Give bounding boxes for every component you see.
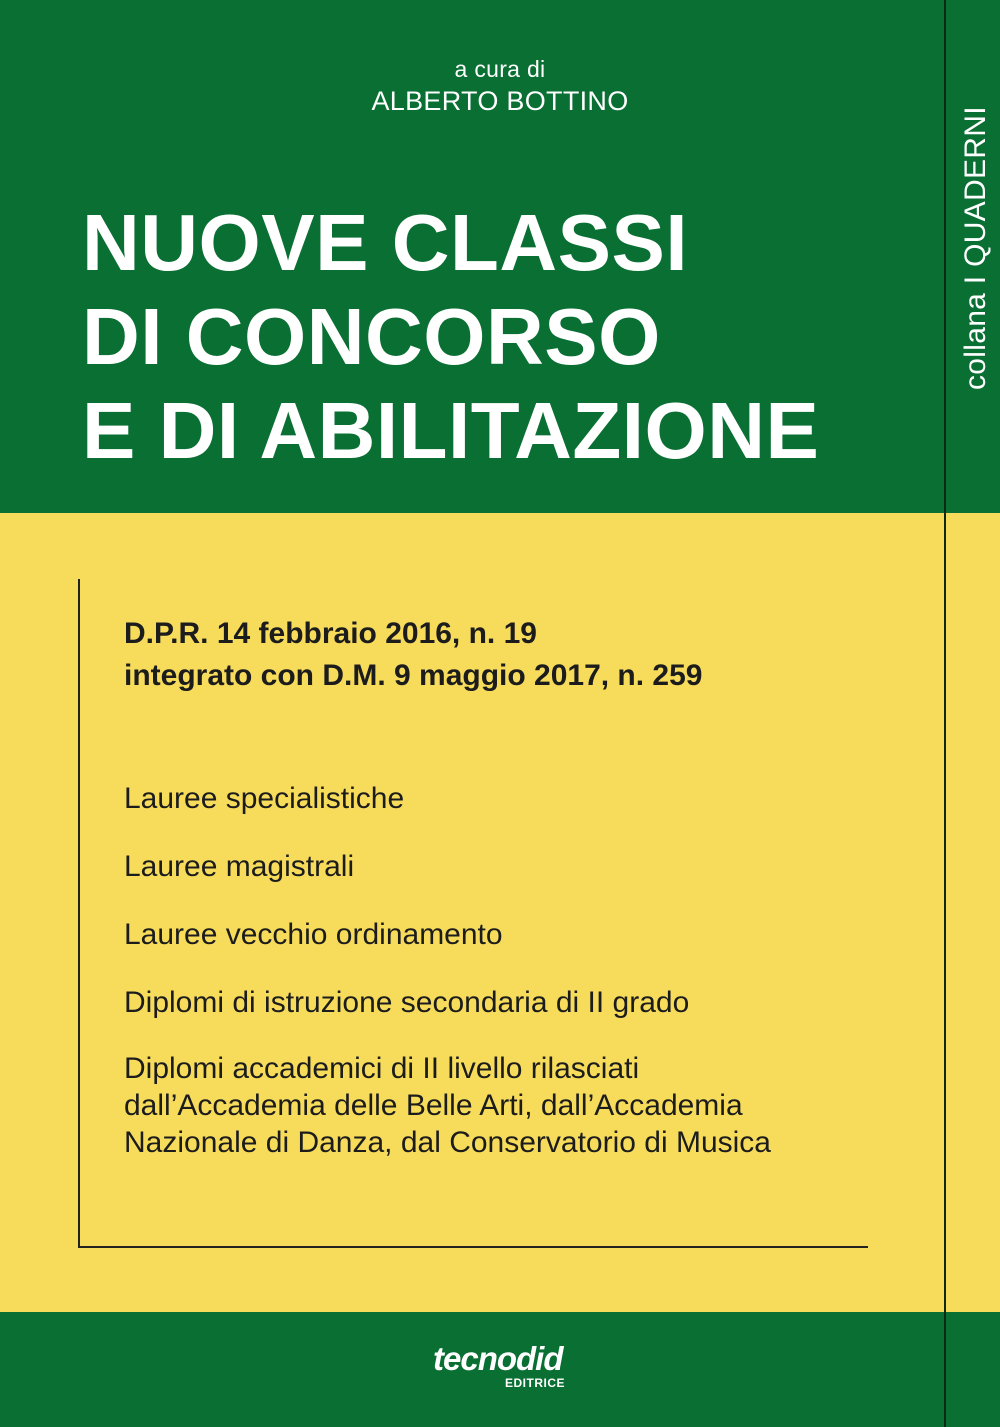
list-item: Diplomi di istruzione secondaria di II grado	[124, 986, 690, 1019]
list-item: Lauree specialistiche	[124, 782, 405, 815]
decree-reference	[124, 613, 702, 697]
decree-line: integrato con D.M. 9 maggio 2017, n. 259	[124, 659, 703, 692]
publisher-name: tecnodid	[433, 1340, 563, 1377]
content-frame-left	[78, 579, 80, 1248]
contents-list	[124, 778, 771, 1188]
series-label: collana I QUADERNI	[959, 106, 992, 390]
book-title-line: DI CONCORSO	[82, 292, 661, 381]
list-item	[124, 1050, 771, 1161]
book-title-line: E DI ABILITAZIONE	[82, 386, 820, 475]
content-frame-bottom	[78, 1246, 868, 1248]
editor-prefix: a cura di	[454, 56, 546, 82]
spine-divider	[944, 0, 946, 1427]
decree-line: D.P.R. 14 febbraio 2016, n. 19	[124, 617, 537, 650]
list-item-line: Nazionale di Danza, dal Conservatorio di Musica	[124, 1126, 771, 1159]
book-title-line: NUOVE CLASSI	[82, 198, 689, 287]
list-item: Lauree magistrali	[124, 850, 355, 883]
editor-name: ALBERTO BOTTINO	[371, 86, 629, 116]
publisher-logo	[433, 1340, 573, 1400]
list-item-line: Diplomi accademici di II livello rilasciati	[124, 1052, 640, 1085]
list-item-line: dall’Accademia delle Belle Arti, dall’Accademia	[124, 1089, 743, 1122]
book-title	[82, 196, 819, 478]
list-item: Lauree vecchio ordinamento	[124, 918, 503, 951]
publisher-subtitle: EDITRICE	[505, 1376, 566, 1390]
